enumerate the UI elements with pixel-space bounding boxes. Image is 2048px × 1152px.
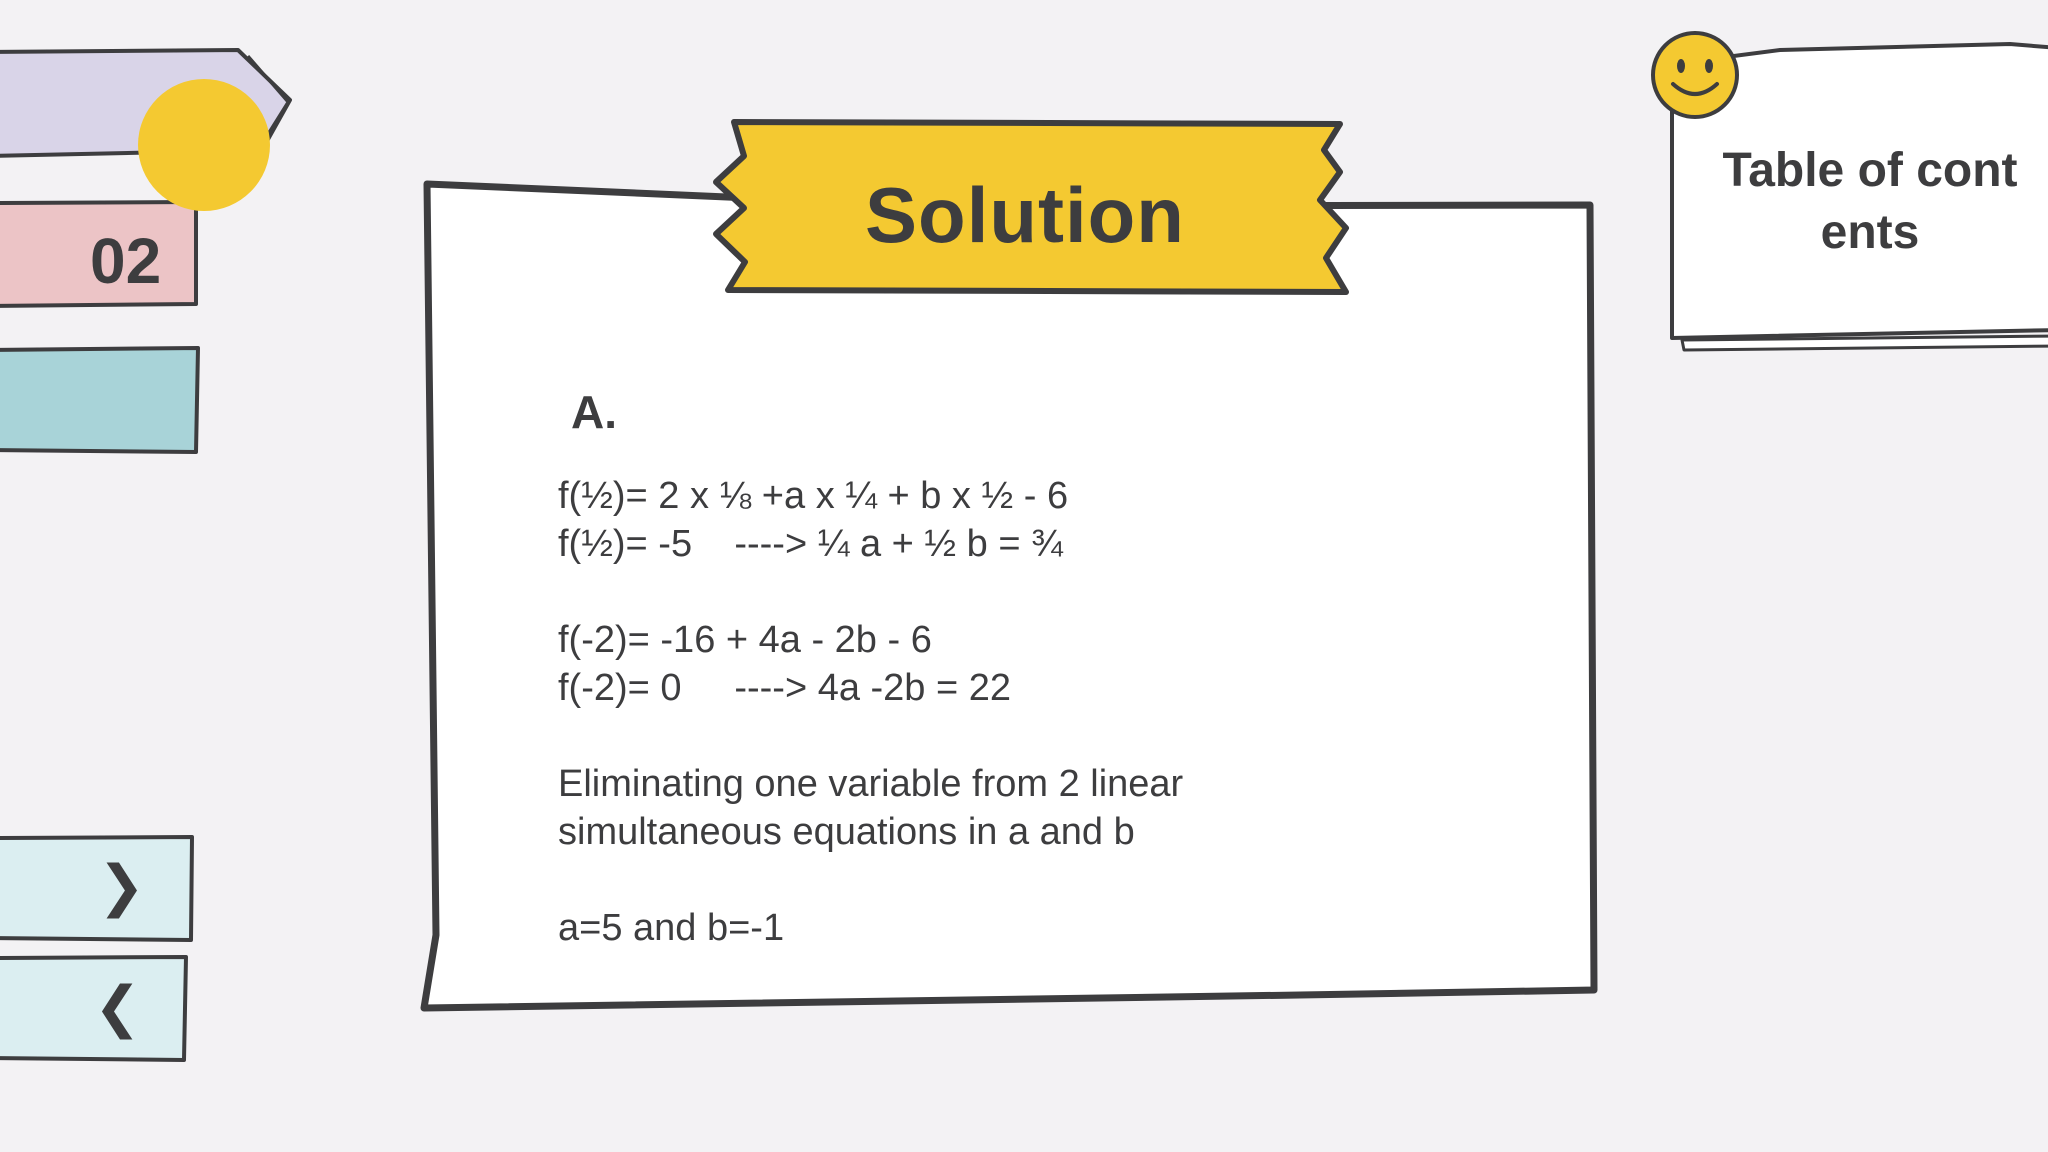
chevron-left-icon[interactable]: ❮ <box>94 975 141 1040</box>
part-label: A. <box>571 386 617 438</box>
solution-line-5: Eliminating one variable from 2 linear <box>558 763 1184 805</box>
solution-line-2: f(½)= -5 ----> ¼ a + ½ b = ¾ <box>558 523 1063 565</box>
next-slide-button[interactable] <box>0 837 192 940</box>
yellow-circle-decoration <box>138 79 270 211</box>
table-of-contents-label[interactable]: Table of contents <box>1722 144 2018 259</box>
solution-line-6: simultaneous equations in a and b <box>558 811 1135 853</box>
solution-line-7: a=5 and b=-1 <box>558 907 785 949</box>
solution-line-1: f(½)= 2 x ⅛ +a x ¼ + b x ½ - 6 <box>558 475 1069 517</box>
previous-slide-button[interactable] <box>0 957 186 1060</box>
smiley-face-icon <box>1653 33 1737 117</box>
solution-line-3: f(-2)= -16 + 4a - 2b - 6 <box>558 619 932 661</box>
slide-title: Solution <box>865 171 1185 259</box>
solution-line-4: f(-2)= 0 ----> 4a -2b = 22 <box>558 667 1012 709</box>
chevron-right-icon[interactable]: ❯ <box>98 854 145 919</box>
content-card <box>424 184 1594 1008</box>
tab-03[interactable] <box>0 348 198 452</box>
tab-02-label: 02 <box>90 225 162 297</box>
